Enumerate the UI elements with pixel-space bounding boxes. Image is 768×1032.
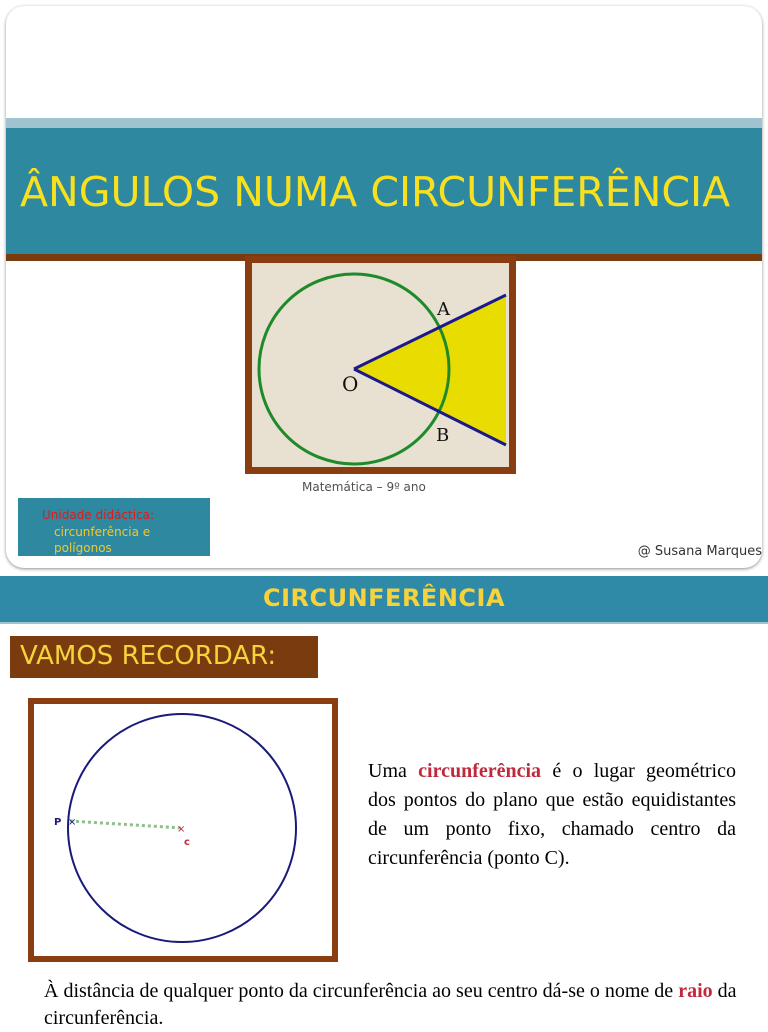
section-header [0, 576, 768, 622]
radius-keyword: raio [678, 980, 713, 1002]
unit-label: Unidade didáctica: [42, 508, 155, 522]
radius-end: da circunferência. [44, 980, 737, 1029]
radius-start: À distância de qualquer ponto da circunferência ao seu centro dá-se o nome de [44, 980, 679, 1002]
central-angle-diagram [252, 263, 509, 467]
label-c: c [184, 837, 190, 848]
unit-topic: circunferência e polígonos [54, 525, 151, 555]
radius-line [70, 821, 182, 828]
central-angle-figure [245, 256, 516, 474]
center-mark: × [177, 824, 186, 835]
unit-box [18, 498, 210, 556]
recall-text: VAMOS RECORDAR: [20, 641, 277, 671]
label-p: P [54, 817, 62, 828]
slide-title: ÂNGULOS NUMA CIRCUNFERÊNCIA [20, 168, 731, 216]
definition-keyword: circunferência [418, 760, 542, 782]
circle-radius-diagram [34, 704, 332, 956]
label-a: A [437, 299, 450, 320]
subject-label: Matemática – 9º ano [302, 480, 426, 494]
author-credit: @ Susana Marques [637, 544, 762, 559]
definition-end: é o lugar geométrico dos pontos do plano que estão equidistantes de um ponto fixo, chamado centro da circunferência (ponto C). [368, 760, 736, 869]
label-b: B [436, 425, 450, 446]
header-underline [0, 622, 768, 624]
title-top-strip [6, 118, 762, 128]
definition-start: Uma [368, 760, 419, 782]
circle-definition [368, 757, 736, 873]
title-slide [6, 6, 762, 568]
section-title: CIRCUNFERÊNCIA [262, 584, 506, 612]
angle-sector [354, 295, 506, 445]
label-o: O [342, 372, 359, 396]
point-mark: × [68, 817, 77, 828]
circle-radius-figure [28, 698, 338, 962]
recall-banner [10, 636, 318, 678]
